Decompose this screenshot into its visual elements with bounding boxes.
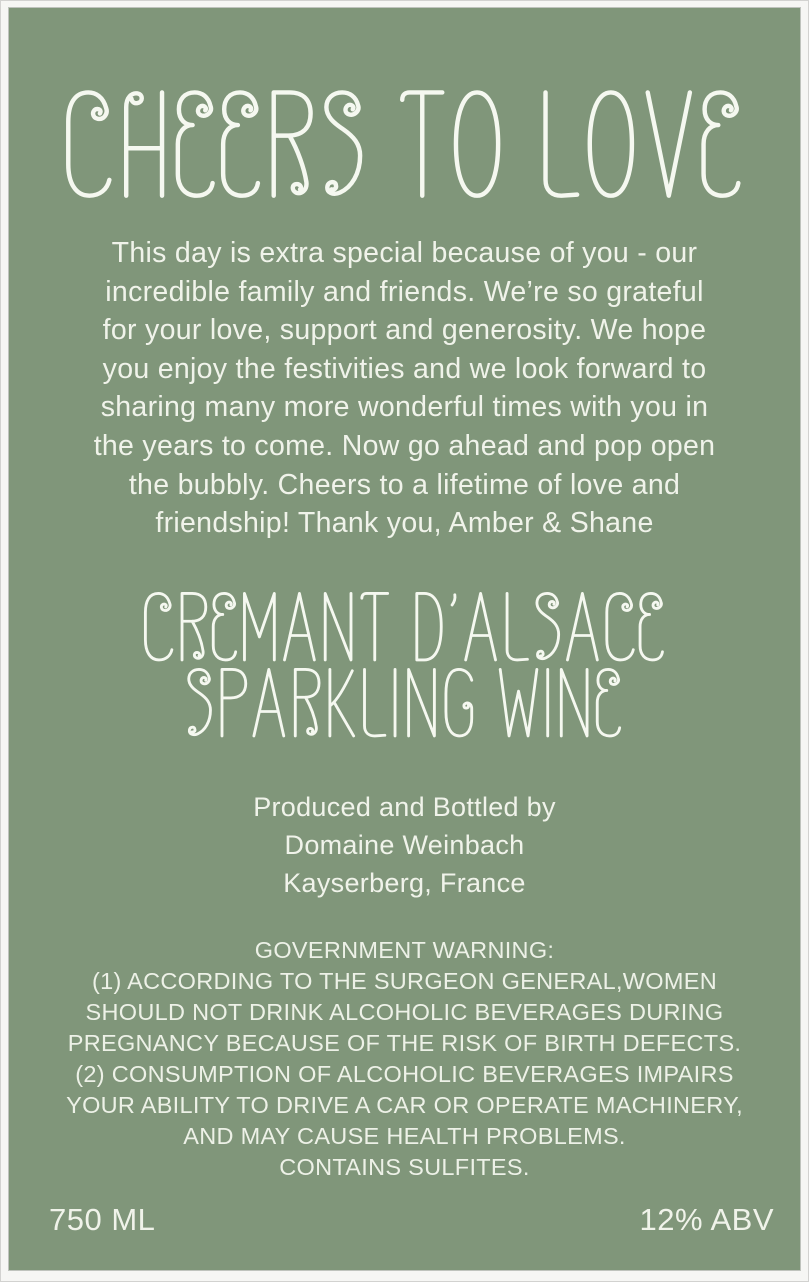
- abv-text: 12% ABV: [639, 1202, 774, 1237]
- volume-text: 750 ML: [49, 1202, 156, 1237]
- wine-name-line1: [9, 588, 800, 664]
- producer-info: Produced and Bottled by Domaine Weinbach Kayserberg, France: [253, 792, 556, 898]
- wine-label-card: [9, 8, 800, 1270]
- headline-cheers-to-love: [9, 84, 800, 204]
- government-warning: GOVERNMENT WARNING: (1) ACCORDING TO THE SURGEON GENERAL,WOMEN SHOULD NOT DRINK ALCOHOLIC BEVERAGES DURING PREGNANCY BECAUSE OF THE RISK OF BIRTH DEFECTS. (2) CONSUMPTION OF ALCOHOLIC BEVERAGES IMPAIRS YOUR ABILITY TO DRIVE A CAR OR OPERATE MACHINERY, AND MAY CAUSE HEALTH PROBLEMS. CONTAINS SULFITES.: [66, 937, 743, 1180]
- wine-name-line2: [9, 664, 800, 740]
- personal-message: This day is extra special because of you - our incredible family and friends. We’re so grateful for your love, support and generosity. We hope you enjoy the festivities and we look forward to sharing many more wonderful times with you in the years to come. Now go ahead and pop open the bubbly. Cheers to a lifetime of love and friendship! Thank you, Amber & Shane: [93, 237, 716, 540]
- bottom-row: [9, 1202, 800, 1248]
